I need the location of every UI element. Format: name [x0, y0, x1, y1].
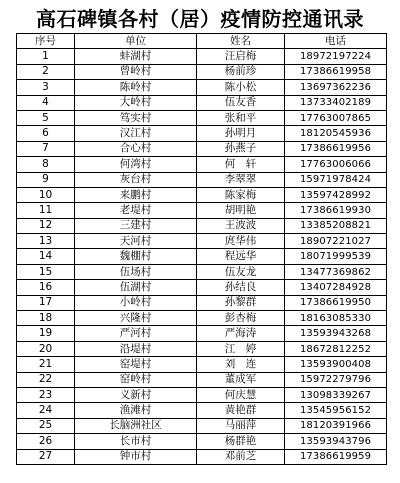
cell-name: 王波波	[197, 218, 285, 233]
table-row	[17, 95, 387, 110]
cell-unit: 窑岭村	[75, 372, 197, 387]
cell-unit: 灰台村	[75, 172, 197, 187]
cell-name: 何 轩	[197, 157, 285, 172]
cell-no: 17	[17, 295, 75, 310]
cell-tel: 13477369862	[285, 264, 387, 279]
cell-tel: 13407284928	[285, 280, 387, 295]
cell-name: 孙结良	[197, 280, 285, 295]
column-header-no: 序号	[17, 34, 75, 49]
cell-name: 邓前芝	[197, 449, 285, 464]
cell-name: 彭杏梅	[197, 311, 285, 326]
cell-no: 6	[17, 126, 75, 141]
cell-tel: 18120545936	[285, 126, 387, 141]
cell-no: 26	[17, 434, 75, 449]
cell-name: 马丽萍	[197, 418, 285, 433]
cell-name: 胡明艳	[197, 203, 285, 218]
cell-no: 24	[17, 403, 75, 418]
table-row	[17, 49, 387, 64]
table-row	[17, 403, 387, 418]
cell-unit: 渔滩村	[75, 403, 197, 418]
table-row	[17, 326, 387, 341]
cell-no: 1	[17, 49, 75, 64]
column-header-unit: 单位	[75, 34, 197, 49]
cell-no: 21	[17, 357, 75, 372]
cell-name: 严海涛	[197, 326, 285, 341]
cell-name: 董成军	[197, 372, 285, 387]
cell-unit: 义新村	[75, 387, 197, 402]
cell-name: 庹华伟	[197, 234, 285, 249]
cell-no: 10	[17, 187, 75, 202]
cell-unit: 来鹏村	[75, 187, 197, 202]
cell-unit: 魏棚村	[75, 249, 197, 264]
table-row	[17, 141, 387, 156]
cell-tel: 13545956152	[285, 403, 387, 418]
cell-unit: 三建村	[75, 218, 197, 233]
cell-name: 江 婷	[197, 341, 285, 356]
cell-tel: 18071999539	[285, 249, 387, 264]
cell-tel: 18972197224	[285, 49, 387, 64]
cell-no: 23	[17, 387, 75, 402]
cell-unit: 陈岭村	[75, 80, 197, 95]
cell-unit: 沿堤村	[75, 341, 197, 356]
cell-tel: 17386619950	[285, 295, 387, 310]
table-row	[17, 234, 387, 249]
cell-tel: 17386619958	[285, 64, 387, 79]
contact-table	[16, 33, 387, 465]
cell-no: 19	[17, 326, 75, 341]
cell-unit: 大岭村	[75, 95, 197, 110]
table-row	[17, 295, 387, 310]
table-row	[17, 157, 387, 172]
cell-unit: 汉江村	[75, 126, 197, 141]
cell-tel: 18120391966	[285, 418, 387, 433]
cell-name: 张和平	[197, 110, 285, 125]
cell-no: 7	[17, 141, 75, 156]
cell-tel: 18672812252	[285, 341, 387, 356]
cell-no: 16	[17, 280, 75, 295]
cell-name: 孙燕子	[197, 141, 285, 156]
cell-name: 伍友龙	[197, 264, 285, 279]
cell-tel: 17763007865	[285, 110, 387, 125]
cell-no: 13	[17, 234, 75, 249]
cell-no: 9	[17, 172, 75, 187]
table-row	[17, 280, 387, 295]
cell-no: 2	[17, 64, 75, 79]
cell-unit: 合心村	[75, 141, 197, 156]
table-row	[17, 387, 387, 402]
cell-name: 孙明月	[197, 126, 285, 141]
cell-unit: 小岭村	[75, 295, 197, 310]
cell-unit: 何湾村	[75, 157, 197, 172]
table-row	[17, 264, 387, 279]
cell-no: 20	[17, 341, 75, 356]
cell-no: 27	[17, 449, 75, 464]
cell-tel: 17386619956	[285, 141, 387, 156]
table-row	[17, 187, 387, 202]
cell-tel: 17763006066	[285, 157, 387, 172]
table-header-row	[17, 34, 387, 49]
cell-name: 李翠翠	[197, 172, 285, 187]
cell-tel: 17386619959	[285, 449, 387, 464]
table-row	[17, 341, 387, 356]
table-row	[17, 64, 387, 79]
table-row	[17, 249, 387, 264]
cell-no: 18	[17, 311, 75, 326]
table-row	[17, 357, 387, 372]
cell-no: 15	[17, 264, 75, 279]
table-row	[17, 126, 387, 141]
table-row	[17, 203, 387, 218]
cell-tel: 13697362236	[285, 80, 387, 95]
cell-no: 25	[17, 418, 75, 433]
cell-tel: 13385208821	[285, 218, 387, 233]
column-header-name: 姓名	[197, 34, 285, 49]
cell-tel: 15971978424	[285, 172, 387, 187]
cell-unit: 窑堤村	[75, 357, 197, 372]
cell-no: 4	[17, 95, 75, 110]
cell-unit: 蚌湖村	[75, 49, 197, 64]
page-title: 高石碑镇各村（居）疫情防控通讯录	[36, 7, 364, 31]
cell-name: 孙黎群	[197, 295, 285, 310]
cell-unit: 长市村	[75, 434, 197, 449]
table-row	[17, 218, 387, 233]
cell-name: 汪启梅	[197, 49, 285, 64]
cell-name: 刘 连	[197, 357, 285, 372]
cell-name: 程远华	[197, 249, 285, 264]
table-row	[17, 172, 387, 187]
cell-tel: 15972279796	[285, 372, 387, 387]
cell-name: 陈家梅	[197, 187, 285, 202]
cell-tel: 13593943796	[285, 434, 387, 449]
cell-no: 22	[17, 372, 75, 387]
table-row	[17, 434, 387, 449]
cell-name: 杨前珍	[197, 64, 285, 79]
cell-unit: 兴隆村	[75, 311, 197, 326]
cell-no: 11	[17, 203, 75, 218]
cell-name: 黄艳群	[197, 403, 285, 418]
cell-unit: 长脑洲社区	[75, 418, 197, 433]
table-row	[17, 449, 387, 464]
cell-unit: 老堤村	[75, 203, 197, 218]
cell-unit: 伍场村	[75, 264, 197, 279]
cell-unit: 伍湖村	[75, 280, 197, 295]
cell-unit: 严河村	[75, 326, 197, 341]
cell-tel: 13098339267	[285, 387, 387, 402]
table-row	[17, 80, 387, 95]
cell-no: 8	[17, 157, 75, 172]
cell-tel: 18907221027	[285, 234, 387, 249]
cell-tel: 18163085330	[285, 311, 387, 326]
table-body	[17, 49, 387, 465]
cell-tel: 13593900408	[285, 357, 387, 372]
cell-tel: 13593943268	[285, 326, 387, 341]
cell-no: 14	[17, 249, 75, 264]
cell-unit: 钟市村	[75, 449, 197, 464]
cell-name: 陈小松	[197, 80, 285, 95]
cell-no: 5	[17, 110, 75, 125]
cell-tel: 13597428992	[285, 187, 387, 202]
cell-name: 何庆慧	[197, 387, 285, 402]
cell-unit: 曾岭村	[75, 64, 197, 79]
table-row	[17, 110, 387, 125]
cell-unit: 天河村	[75, 234, 197, 249]
cell-name: 伍友香	[197, 95, 285, 110]
table-row	[17, 372, 387, 387]
table-row	[17, 311, 387, 326]
cell-tel: 17386619930	[285, 203, 387, 218]
cell-no: 3	[17, 80, 75, 95]
cell-name: 杨群艳	[197, 434, 285, 449]
cell-no: 12	[17, 218, 75, 233]
cell-unit: 笃实村	[75, 110, 197, 125]
table-row	[17, 418, 387, 433]
column-header-tel: 电话	[285, 34, 387, 49]
cell-tel: 13733402189	[285, 95, 387, 110]
